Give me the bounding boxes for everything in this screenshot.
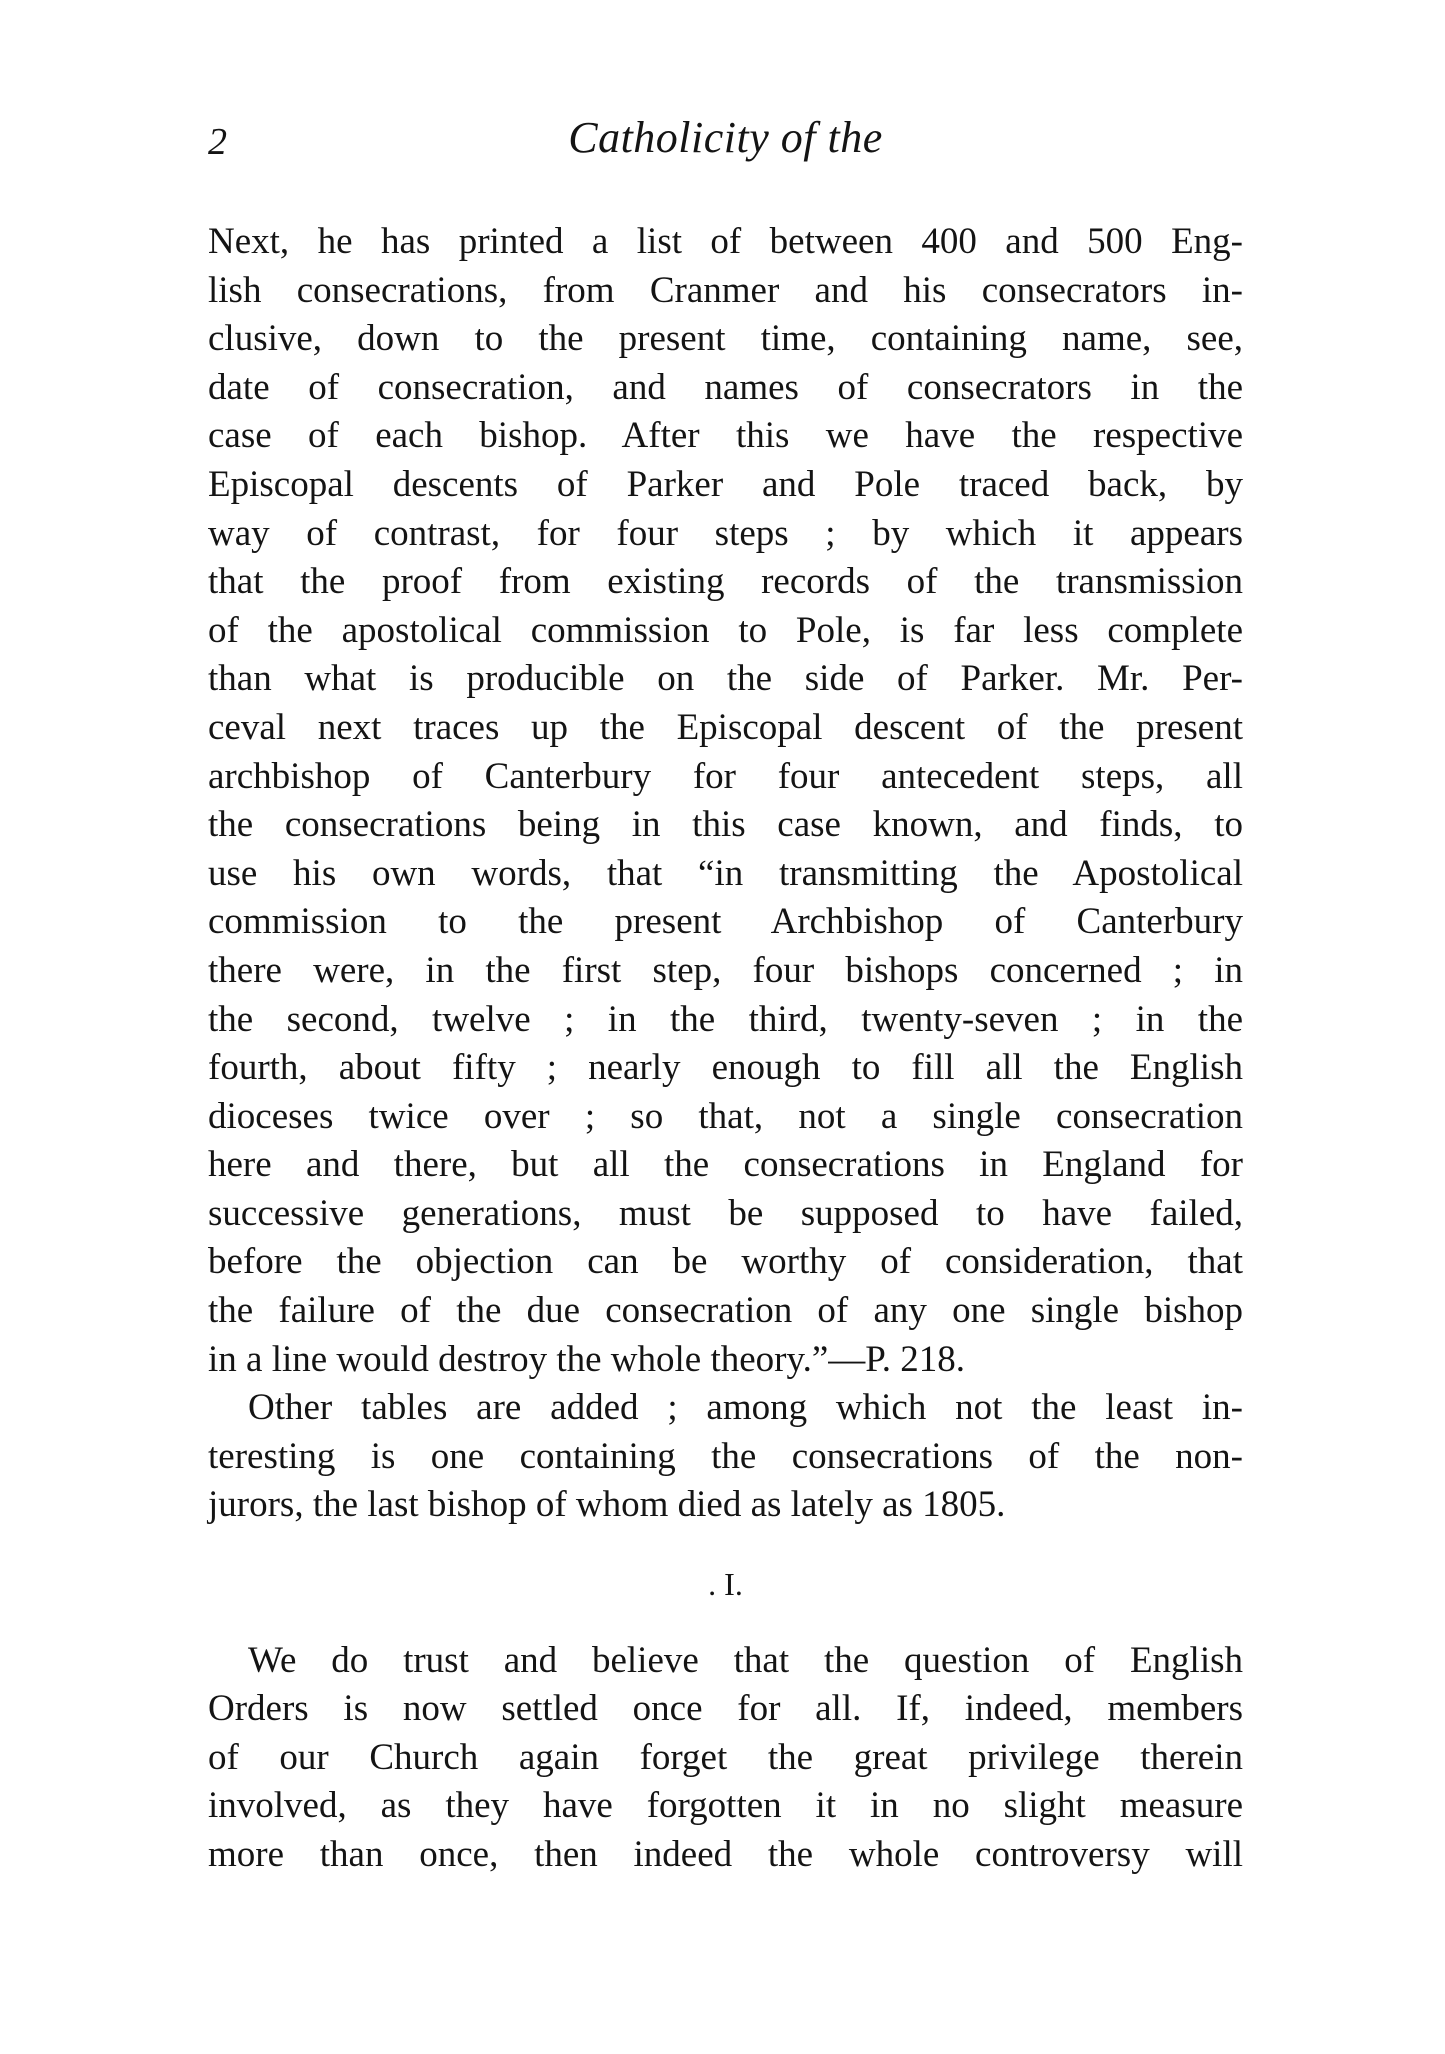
page-number: 2 [208, 121, 227, 163]
text-line: use his own words, that “in transmitting the Apostolical [208, 852, 1243, 894]
running-title: Catholicity of the [568, 113, 883, 162]
text-line: commission to the present Archbishop of Canterbury [208, 901, 1243, 943]
text-line: Episcopal descents of Parker and Pole traced back, by [208, 463, 1243, 505]
paragraph-consecrations-list [208, 218, 1243, 1384]
paragraph-other-tables [208, 1384, 1243, 1530]
body-text [208, 218, 1243, 1880]
text-line: Other tables are added ; among which not the least in- [248, 1387, 1243, 1429]
text-line: than what is producible on the side of Parker. Mr. Per- [208, 658, 1243, 700]
text-line: successive generations, must be supposed to have failed, [208, 1192, 1243, 1234]
text-line: case of each bishop. After this we have the respective [208, 415, 1243, 457]
text-line: We do trust and believe that the question of English [248, 1639, 1243, 1681]
text-line: the consecrations being in this case known, and finds, to [208, 804, 1243, 846]
running-head [208, 112, 1243, 172]
text-line: clusive, down to the present time, containing name, see, [208, 318, 1243, 360]
text-line: fourth, about fifty ; nearly enough to fill all the English [208, 1047, 1243, 1089]
text-line: of the apostolical commission to Pole, is far less complete [208, 609, 1243, 651]
text-line: the second, twelve ; in the third, twenty-seven ; in the [208, 998, 1243, 1040]
text-line: dioceses twice over ; so that, not a single consecration [208, 1095, 1243, 1137]
text-line: that the proof from existing records of the transmission [208, 561, 1243, 603]
text-line: Next, he has printed a list of between 400 and 500 Eng- [208, 221, 1243, 262]
text-line: before the objection can be worthy of consideration, that [208, 1241, 1243, 1283]
text-line: way of contrast, for four steps ; by which it appears [208, 512, 1243, 554]
text-line: jurors, the last bishop of whom died as lately as 1805. [208, 1484, 1006, 1526]
text-line: in a line would destroy the whole theory.”—P. 218. [208, 1338, 966, 1380]
text-line: the failure of the due consecration of any one single bishop [208, 1290, 1243, 1332]
text-line: Orders is now settled once for all. If, indeed, members [208, 1688, 1243, 1730]
text-line: more than once, then indeed the whole controversy will [208, 1834, 1243, 1875]
text-line: there were, in the first step, four bishops concerned ; in [208, 949, 1243, 991]
text-line: here and there, but all the consecrations in England for [208, 1144, 1243, 1186]
section-marker: . I. [708, 1566, 743, 1603]
text-line: ceval next traces up the Episcopal descent of the present [208, 706, 1243, 748]
text-line: involved, as they have forgotten it in no slight measure [208, 1785, 1243, 1827]
text-line: date of consecration, and names of consecrators in the [208, 366, 1243, 408]
text-line: archbishop of Canterbury for four antecedent steps, all [208, 755, 1243, 797]
text-line: of our Church again forget the great privilege therein [208, 1736, 1243, 1778]
paragraph-english-orders [208, 1637, 1243, 1880]
text-line: teresting is one containing the consecrations of the non- [208, 1435, 1243, 1477]
text-line: lish consecrations, from Cranmer and his consecrators in- [208, 269, 1243, 311]
